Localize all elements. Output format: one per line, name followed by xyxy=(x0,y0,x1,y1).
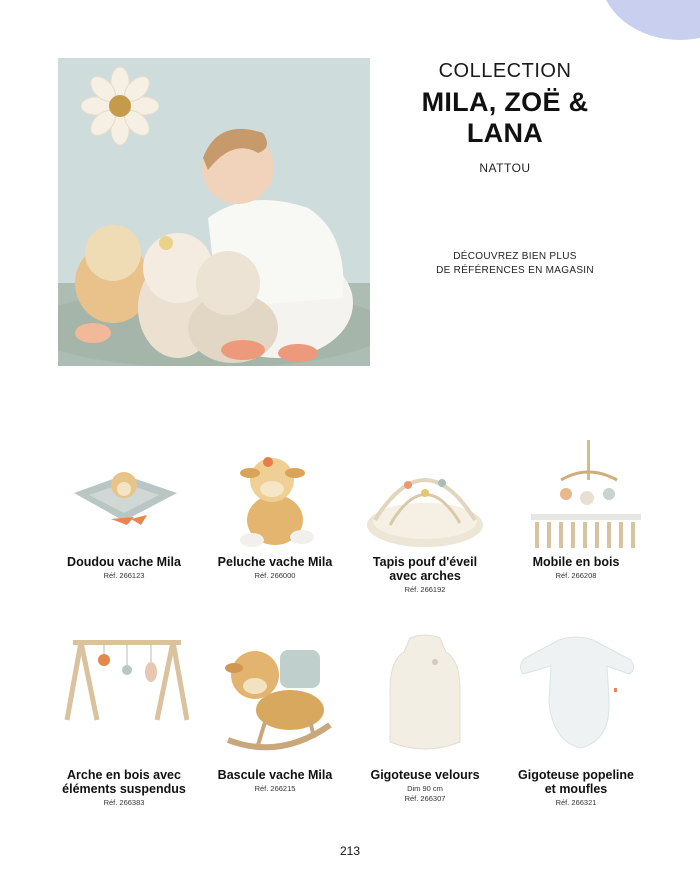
product-name: Gigoteuse velours xyxy=(370,768,480,782)
title-block xyxy=(380,60,630,175)
product-name xyxy=(501,768,651,796)
tapis-image xyxy=(360,445,490,555)
mobile-image xyxy=(511,438,641,555)
bascule-image xyxy=(210,630,340,765)
product-ref: Réf. 266000 xyxy=(254,571,296,580)
product-ref: Réf. 266383 xyxy=(103,798,145,807)
corner-decoration xyxy=(600,0,700,40)
product-doudou-vache-mila[interactable] xyxy=(49,445,199,581)
product-ref: Réf. 266321 xyxy=(555,798,597,807)
doudou-image xyxy=(59,445,189,555)
arche-image xyxy=(59,630,189,765)
promo-text xyxy=(420,250,610,278)
product-name: Doudou vache Mila xyxy=(67,555,181,569)
product-name: Peluche vache Mila xyxy=(217,555,333,569)
product-name-line-1: Arche en bois avec xyxy=(67,768,181,782)
product-gigoteuse-popeline[interactable] xyxy=(501,630,651,808)
product-tapis-pouf[interactable] xyxy=(350,445,500,595)
peluche-image xyxy=(210,445,340,555)
product-bascule-vache-mila[interactable] xyxy=(200,630,350,794)
promo-line-2: DE RÉFÉRENCES EN MAGASIN xyxy=(436,265,594,276)
gigoteuse-popeline-image xyxy=(511,630,641,765)
product-name: Bascule vache Mila xyxy=(217,768,333,782)
product-arche-en-bois[interactable] xyxy=(49,630,199,808)
page-number: 213 xyxy=(339,844,361,858)
product-name: Mobile en bois xyxy=(532,555,620,569)
product-gigoteuse-velours[interactable] xyxy=(350,630,500,804)
product-ref: Réf. 266307 xyxy=(404,794,446,803)
product-name-line-1: Gigoteuse popeline xyxy=(518,768,634,782)
product-name-line-1: Tapis pouf d'éveil xyxy=(372,555,478,569)
product-ref: Réf. 266192 xyxy=(404,585,446,594)
collection-name: MILA, ZOË & LANA xyxy=(421,87,589,148)
product-name-line-2: éléments suspendus xyxy=(62,782,186,796)
product-ref: Réf. 266215 xyxy=(254,784,296,793)
brand-name: NATTOU xyxy=(479,161,531,175)
product-name xyxy=(350,555,500,583)
product-name xyxy=(49,768,199,796)
product-ref: Réf. 266208 xyxy=(555,571,597,580)
hero-photo xyxy=(58,58,370,366)
product-name-line-2: et moufles xyxy=(544,782,608,796)
product-mobile-en-bois[interactable] xyxy=(501,438,651,581)
product-ref: Réf. 266123 xyxy=(103,571,145,580)
collection-label: COLLECTION xyxy=(438,60,572,82)
product-peluche-vache-mila[interactable] xyxy=(200,445,350,581)
product-name-line-2: avec arches xyxy=(389,569,461,583)
promo-line-1: DÉCOUVREZ BIEN PLUS xyxy=(453,251,577,262)
product-dimension: Dim 90 cm xyxy=(407,784,443,793)
gigoteuse-velours-image xyxy=(360,630,490,765)
